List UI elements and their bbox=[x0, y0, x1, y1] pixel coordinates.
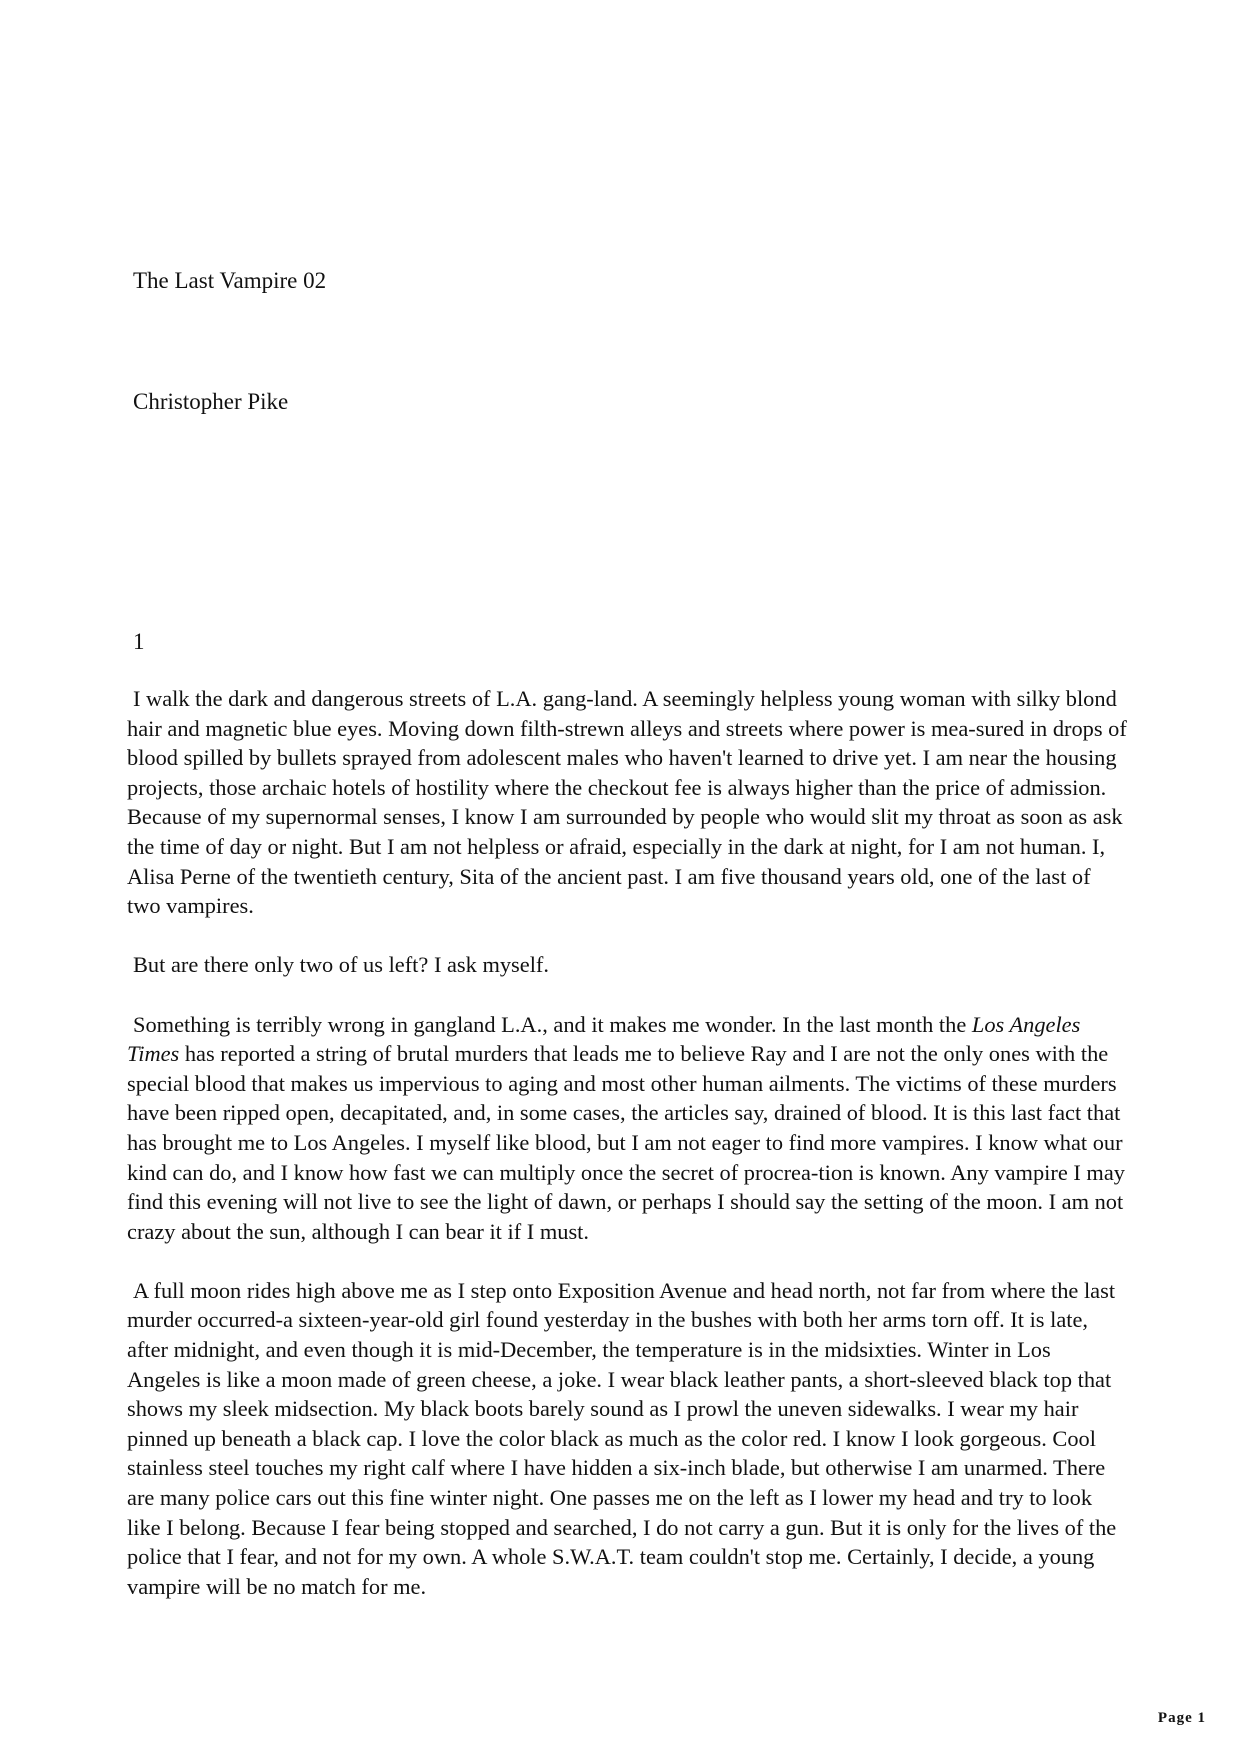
paragraph-4: A full moon rides high above me as I step onto Exposition Avenue and head north, not far from where the last murder occurred-a sixteen-year-old girl found yesterday in the bushes with both her arms torn off. It is late, after midnight, and even though it is mid-December, the temperature is in the midsixties. Winter in Los Angeles is like a moon made of green cheese, a joke. I wear black leather pants, a short-sleeved black top that shows my sleek midsection. My black boots barely sound as I prowl the uneven sidewalks. I wear my hair pinned up beneath a black cap. I love the color black as much as the color red. I know I look gorgeous. Cool stainless steel touches my right calf where I have hidden a six-inch blade, but otherwise I am unarmed. There are many police cars out this fine winter night. One passes me on the left as I lower my head and try to look like I belong. Because I fear being stopped and searched, I do not carry a gun. But it is only for the lives of the police that I fear, and not for my own. A whole S.W.A.T. team couldn't stop me. Certainly, I decide, a young vampire will be no match for me. bbox=[127, 1277, 1117, 1599]
book-author: Christopher Pike bbox=[133, 389, 289, 414]
chapter-body bbox=[127, 684, 1127, 1601]
book-title: The Last Vampire 02 bbox=[133, 268, 327, 293]
page-number: Page 1 bbox=[1157, 1710, 1206, 1726]
paragraph-2: But are there only two of us left? I ask myself. bbox=[133, 952, 549, 978]
paragraph-3-text-after: has reported a string of brutal murders that leads me to believe Ray and I are not the only ones with the special blood that makes us impervious to aging and most other human ailments. The victims of these murders have been ripped open, decapitated, and, in some cases, the articles say, drained of blood. It is this last fact that has brought me to Los Angeles. I myself like blood, but I am not eager to find more vampires. I know what our kind can do, and I know how fast we can multiply once the secret of procrea-tion is known. Any vampire I may find this evening will not live to see the light of dawn, or perhaps I should say the setting of the moon. I am not crazy about the sun, although I can bear it if I must. bbox=[127, 1041, 1125, 1244]
paragraph-1: I walk the dark and dangerous streets of L.A. gang-land. A seemingly helpless young woman with silky blond hair and magnetic blue eyes. Moving down filth-strewn alleys and streets where power is mea-sured in drops of blood spilled by bullets sprayed from adolescent males who haven't learned to drive yet. I am near the housing projects, those archaic hotels of hostility where the checkout fee is always higher than the price of admission. Because of my supernormal senses, I know I am surrounded by people who would slit my throat as soon as ask the time of day or night. But I am not helpless or afraid, especially in the dark at night, for I am not human. I, Alisa Perne of the twentieth century, Sita of the ancient past. I am five thousand years old, one of the last of two vampires. bbox=[127, 686, 1127, 919]
paragraph-3-text-before: Something is terribly wrong in gangland L.A., and it makes me wonder. In the last month the bbox=[133, 1011, 972, 1037]
newspaper-name-italic: Los Angeles Times bbox=[127, 1011, 1081, 1067]
chapter-number: 1 bbox=[133, 629, 145, 654]
paragraph-3 bbox=[127, 1010, 1127, 1247]
